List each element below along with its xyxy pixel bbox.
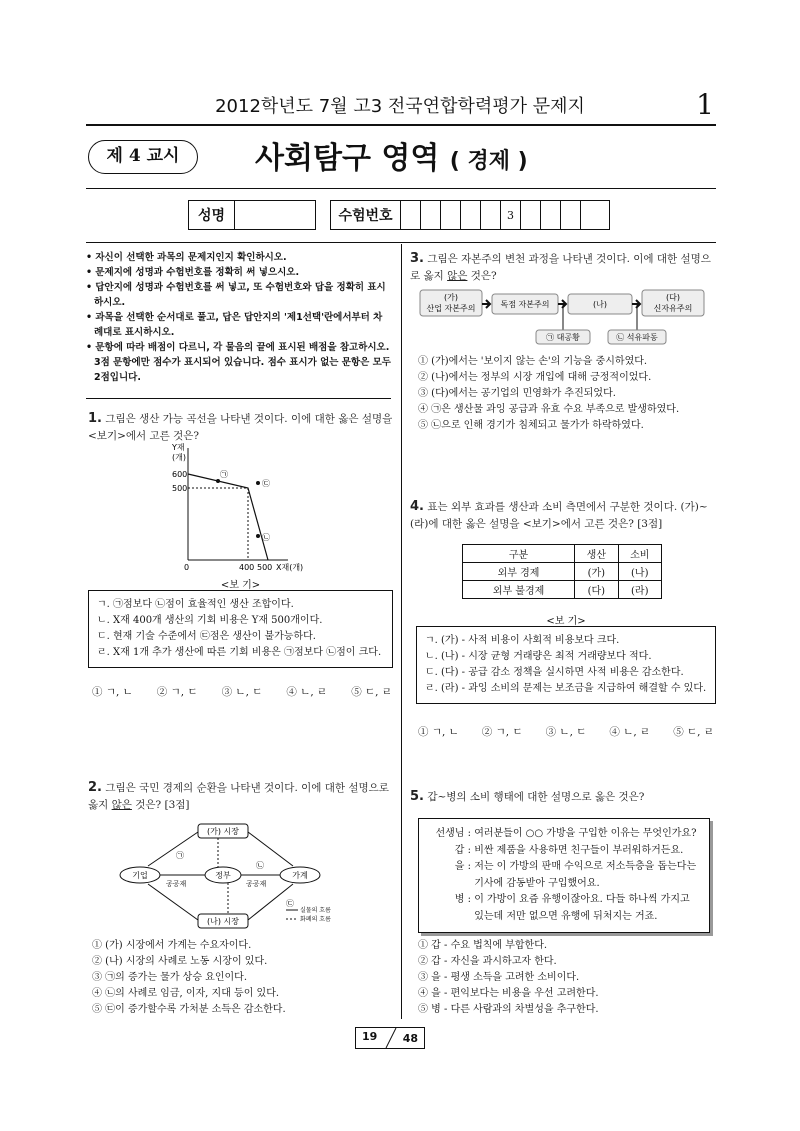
stage-b-text: 독점 자본주의 <box>500 300 550 309</box>
market-a-label: (가) 시장 <box>207 827 239 836</box>
question-4 <box>410 498 716 533</box>
externality-table <box>462 544 662 599</box>
firm-label: 기업 <box>132 871 148 880</box>
answer-choice[interactable]: ⑤ ㉢이 증가할수록 가처분 소득은 감소한다. <box>92 1004 286 1015</box>
dialog-text: 저는 이 가방의 판매 수익으로 저소득층을 돕는다는 기사에 감동받아 구입했어요. <box>474 861 697 889</box>
footer-current: 19 <box>362 1030 378 1043</box>
bogi-item: ㄹ. X재 1개 추가 생산에 따른 기회 비용은 ㉠점보다 ㉡점이 크다. <box>97 647 382 658</box>
legend-goods: 실물의 흐름 <box>300 907 331 914</box>
dialog-line <box>427 859 701 892</box>
page-number: 1 <box>696 88 714 121</box>
answer-choice[interactable]: ② ㄱ, ㄷ <box>481 726 523 738</box>
answer-choice[interactable]: ③ ㄴ, ㄷ <box>545 726 587 738</box>
dialog-speaker: 갑 : <box>454 844 471 856</box>
dialog-text: 비싼 제품을 사용하면 친구들이 부러워하거든요. <box>474 844 684 856</box>
y-tick-label: 500 <box>172 484 188 493</box>
answer-choices <box>418 724 714 739</box>
table-header-row <box>463 545 662 563</box>
market-b-label: (나) 시장 <box>207 917 239 926</box>
bogi-item: ㄷ. 현재 기술 수준에서 ㉢점은 생산이 불가능하다. <box>97 631 316 642</box>
footer-total: 48 <box>402 1032 418 1045</box>
question-stem: 것은? [3점] <box>131 799 190 811</box>
exam-digit-cell[interactable] <box>461 201 481 229</box>
answer-choice[interactable]: ④ ㉡의 사례로 임금, 이자, 지대 등이 있다. <box>92 988 280 999</box>
q3-options <box>418 354 718 434</box>
question-stem: 갑~병의 소비 행태에 대한 설명으로 옳은 것은? <box>427 791 645 803</box>
answer-choice[interactable]: ① (가)에서는 '보이지 않는 손'의 기능을 중시하였다. <box>418 356 648 367</box>
dialog-text: 이 가방이 요즘 유행이잖아요. 다들 하나씩 가지고 있는데 저만 없으면 유행에 뒤처지는 거죠. <box>474 894 690 922</box>
answer-choice[interactable]: ② ㄱ, ㄷ <box>156 686 198 698</box>
table-cell: 외부 경제 <box>463 563 575 581</box>
table-cell: (가) <box>575 563 618 581</box>
exam-number-box <box>330 200 610 230</box>
y-axis-unit: (개) <box>172 453 186 462</box>
instruction-item: • 문제지에 성명과 수험번호를 정확히 써 넣으시오. <box>86 267 300 278</box>
dialog-line <box>427 826 701 843</box>
instruction-item: • 답안지에 성명과 수험번호를 써 넣고, 또 수험번호와 답을 정확히 표시하시오. <box>86 282 386 308</box>
dialog-text: 여러분들이 ○○ 가방을 구입한 이유는 무엇인가요? <box>474 828 697 839</box>
flow-line <box>148 832 198 866</box>
x-tick-label: 500 <box>257 563 273 572</box>
question-stem: 것은? <box>467 270 497 282</box>
answer-choice[interactable]: ② (나)에서는 정부의 시장 개입에 대해 긍정적이었다. <box>418 372 652 383</box>
flow-arrow <box>558 300 566 308</box>
instruction-item: • 문항에 따라 배점이 다르니, 각 물음의 끝에 표시된 배점을 참고하시오. 3점 문항에만 점수가 표시되어 있습니다. 점수 표시가 없는 문항은 모두 2점입니다. <box>86 342 391 383</box>
question-3 <box>410 250 716 285</box>
table-header: 생산 <box>575 545 618 563</box>
dialog-speaker: 병 : <box>454 894 471 905</box>
answer-choice[interactable]: ① 갑 - 수요 법칙에 부합한다. <box>418 940 548 951</box>
answer-choice[interactable]: ② 갑 - 자신을 과시하고자 한다. <box>418 956 557 967</box>
x-tick-label: 0 <box>184 563 190 572</box>
answer-choice[interactable]: ④ ㄴ, ㄹ <box>609 726 651 738</box>
answer-choices <box>92 684 392 699</box>
dialog-box <box>418 818 710 933</box>
exam-digit-cell[interactable] <box>421 201 441 229</box>
page-footer <box>355 1027 425 1049</box>
subject-main: 사회탐구 영역 <box>255 141 440 176</box>
answer-choice[interactable]: ④ ㉠은 생산물 과잉 공급과 유효 수요 부족으로 발생하였다. <box>418 404 680 415</box>
stage-d-text: 신자유주의 <box>653 304 693 313</box>
answer-choice[interactable]: ⑤ ㄷ, ㄹ <box>673 726 714 738</box>
dialog-line <box>427 843 701 860</box>
event-b-text: ㉡ 석유파동 <box>616 333 658 342</box>
table-cell: (나) <box>618 563 661 581</box>
answer-choice[interactable]: ⑤ ㄷ, ㄹ <box>351 686 392 698</box>
point-b-label: ㉡ <box>262 533 270 542</box>
flow-arrow <box>482 300 490 308</box>
ppf-curve <box>188 474 268 560</box>
point-a <box>216 479 220 483</box>
exam-digit-cell[interactable] <box>561 201 581 229</box>
answer-choice[interactable]: ① ㄱ, ㄴ <box>92 686 133 698</box>
subject-sub: ( 경제 ) <box>449 149 528 174</box>
marker-b: ㉡ <box>256 861 264 870</box>
answer-choice[interactable]: ④ 을 - 편익보다는 비용을 우선 고려한다. <box>418 988 599 999</box>
x-tick-label: 400 <box>239 563 255 572</box>
table-cell: 외부 불경제 <box>463 581 575 599</box>
stage-c-text: (나) <box>593 300 607 309</box>
column-divider <box>401 244 402 1019</box>
bogi-item: ㄱ. (가) - 사적 비용이 사회적 비용보다 크다. <box>425 635 620 646</box>
public-goods-label: 공공재 <box>246 880 267 888</box>
instruction-item: • 자신이 선택한 과목의 문제지인지 확인하시오. <box>86 252 287 263</box>
y-axis-label: Y재 <box>172 443 185 452</box>
answer-choice[interactable]: ④ ㄴ, ㄹ <box>286 686 328 698</box>
answer-choice[interactable]: ① ㄱ, ㄴ <box>418 726 459 738</box>
instruction-item: • 과목을 선택한 순서대로 풀고, 답은 답안지의 '제1선택'란에서부터 차례대로 표시하시오. <box>86 312 383 338</box>
exam-digit-cell[interactable] <box>541 201 561 229</box>
point-b <box>256 534 260 538</box>
bogi-box <box>88 590 393 668</box>
stage-a-text: 산업 자본주의 <box>426 304 476 313</box>
x-axis-label: X재(개) <box>276 563 304 572</box>
exam-title: 2012학년도 7월 고3 전국연합학력평가 문제지 <box>215 96 585 117</box>
bogi-item: ㄱ. ㉠점보다 ㉡점이 효율적인 생산 조합이다. <box>97 599 294 610</box>
dialog-speaker: 선생님 : <box>435 828 471 839</box>
question-stem: 표는 외부 효과를 생산과 소비 측면에서 구분한 것이다. (가)~(라)에 대한 옳은 설명을 <보기>에서 고른 것은? [3점] <box>410 501 708 530</box>
answer-choice[interactable]: ⑤ 병 - 다른 사람과의 차별성을 추구한다. <box>418 1004 599 1015</box>
question-stem: 그림은 자본주의 변천 과정을 나타낸 것이다. 이에 대한 설명으로 옳지 <box>410 253 711 282</box>
table-row <box>463 563 662 581</box>
flow-line <box>248 832 293 866</box>
answer-choice[interactable]: ⑤ ㉡으로 인해 경기가 침체되고 물가가 하락하였다. <box>418 420 644 431</box>
name-box <box>188 200 316 230</box>
answer-choice[interactable]: ③ ㄴ, ㄷ <box>221 686 263 698</box>
y-tick-label: 600 <box>172 470 188 479</box>
bogi-item: ㄷ. (다) - 공급 감소 정책을 실시하면 사적 비용은 감소한다. <box>425 667 684 678</box>
point-c <box>256 481 260 485</box>
flow-line <box>148 884 198 920</box>
table-row <box>463 581 662 599</box>
q2-options <box>92 938 397 1018</box>
subject-title <box>255 133 528 177</box>
exam-digit-cell[interactable] <box>401 201 421 229</box>
marker-c: ㉢ <box>286 899 294 908</box>
table-cell: (다) <box>575 581 618 599</box>
dialog-speaker: 을 : <box>454 861 471 872</box>
q5-options <box>418 938 718 1018</box>
bogi-title: <보 기> <box>546 616 586 627</box>
public-goods-label: 공공재 <box>166 880 187 888</box>
question-stem-underline: 않은 <box>111 799 132 811</box>
question-number: 2. <box>88 780 102 795</box>
instruction-rule <box>86 398 391 399</box>
flow-arrow <box>632 300 640 308</box>
subject-rule <box>86 188 716 189</box>
answer-choice[interactable]: ③ (다)에서는 공기업의 민영화가 추진되었다. <box>418 388 616 399</box>
question-number: 3. <box>410 251 424 266</box>
stage-a-label: (가) <box>444 293 458 302</box>
question-number: 4. <box>410 499 424 514</box>
exam-digit-cell[interactable] <box>521 201 541 229</box>
circular-flow-diagram <box>118 822 358 930</box>
event-a-text: ㉠ 대공황 <box>546 333 580 342</box>
question-stem-underline: 않은 <box>447 270 468 282</box>
exam-digit-cell[interactable] <box>481 201 501 229</box>
question-2 <box>88 779 393 814</box>
question-number: 5. <box>410 789 424 804</box>
marker-a: ㉠ <box>176 851 184 860</box>
exam-number-label: 수험번호 <box>331 201 401 229</box>
question-5 <box>410 788 716 806</box>
bogi-item: ㄹ. (라) - 과잉 소비의 문제는 보조금을 지급하여 해결할 수 있다. <box>425 683 707 694</box>
exam-digit-cell[interactable]: 3 <box>501 201 521 229</box>
question-number: 1. <box>88 411 102 426</box>
point-a-label: ㉠ <box>220 470 228 479</box>
exam-digit-cell[interactable] <box>441 201 461 229</box>
header-rule <box>86 124 716 126</box>
answer-choice[interactable]: ③ 을 - 평생 소득을 고려한 소비이다. <box>418 972 580 983</box>
question-stem: 그림은 국민 경제의 순환을 나타낸 것이다. 이에 대한 설명으로 옳지 <box>88 782 389 811</box>
answer-choice[interactable]: ① (가) 시장에서 가계는 수요자이다. <box>92 940 252 951</box>
id-rule <box>86 242 716 243</box>
bogi-item: ㄴ. (나) - 시장 균형 거래량은 최적 거래량보다 적다. <box>425 651 652 662</box>
table-header: 소비 <box>618 545 661 563</box>
bogi-title: <보 기> <box>220 580 261 591</box>
bogi-box <box>416 626 716 704</box>
bogi-item: ㄴ. X재 400개 생산의 기회 비용은 Y재 500개이다. <box>97 615 323 626</box>
stage-d-label: (다) <box>666 293 680 302</box>
capitalism-flow <box>418 286 708 348</box>
gov-label: 정부 <box>215 871 231 880</box>
ppf-graph <box>160 440 320 572</box>
answer-choice[interactable]: ② (나) 시장의 사례로 노동 시장이 있다. <box>92 956 268 967</box>
answer-choice[interactable]: ③ ㉠의 증가는 물가 상승 요인이다. <box>92 972 247 983</box>
exam-digit-cell[interactable] <box>581 201 601 229</box>
name-label: 성명 <box>189 201 235 229</box>
dialog-line <box>427 892 701 925</box>
name-field[interactable] <box>235 201 315 229</box>
table-cell: (라) <box>618 581 661 599</box>
period-badge: 제 4 교시 <box>88 140 198 174</box>
table-header: 구분 <box>463 545 575 563</box>
legend-money: 화폐의 흐름 <box>300 916 331 923</box>
instructions <box>86 250 391 385</box>
household-label: 가계 <box>292 871 308 880</box>
point-c-label: ㉢ <box>262 479 270 488</box>
question-stem: 그림은 생산 가능 곡선을 나타낸 것이다. 이에 대한 옳은 설명을 <보기>에서 고른 것은? <box>88 413 393 442</box>
